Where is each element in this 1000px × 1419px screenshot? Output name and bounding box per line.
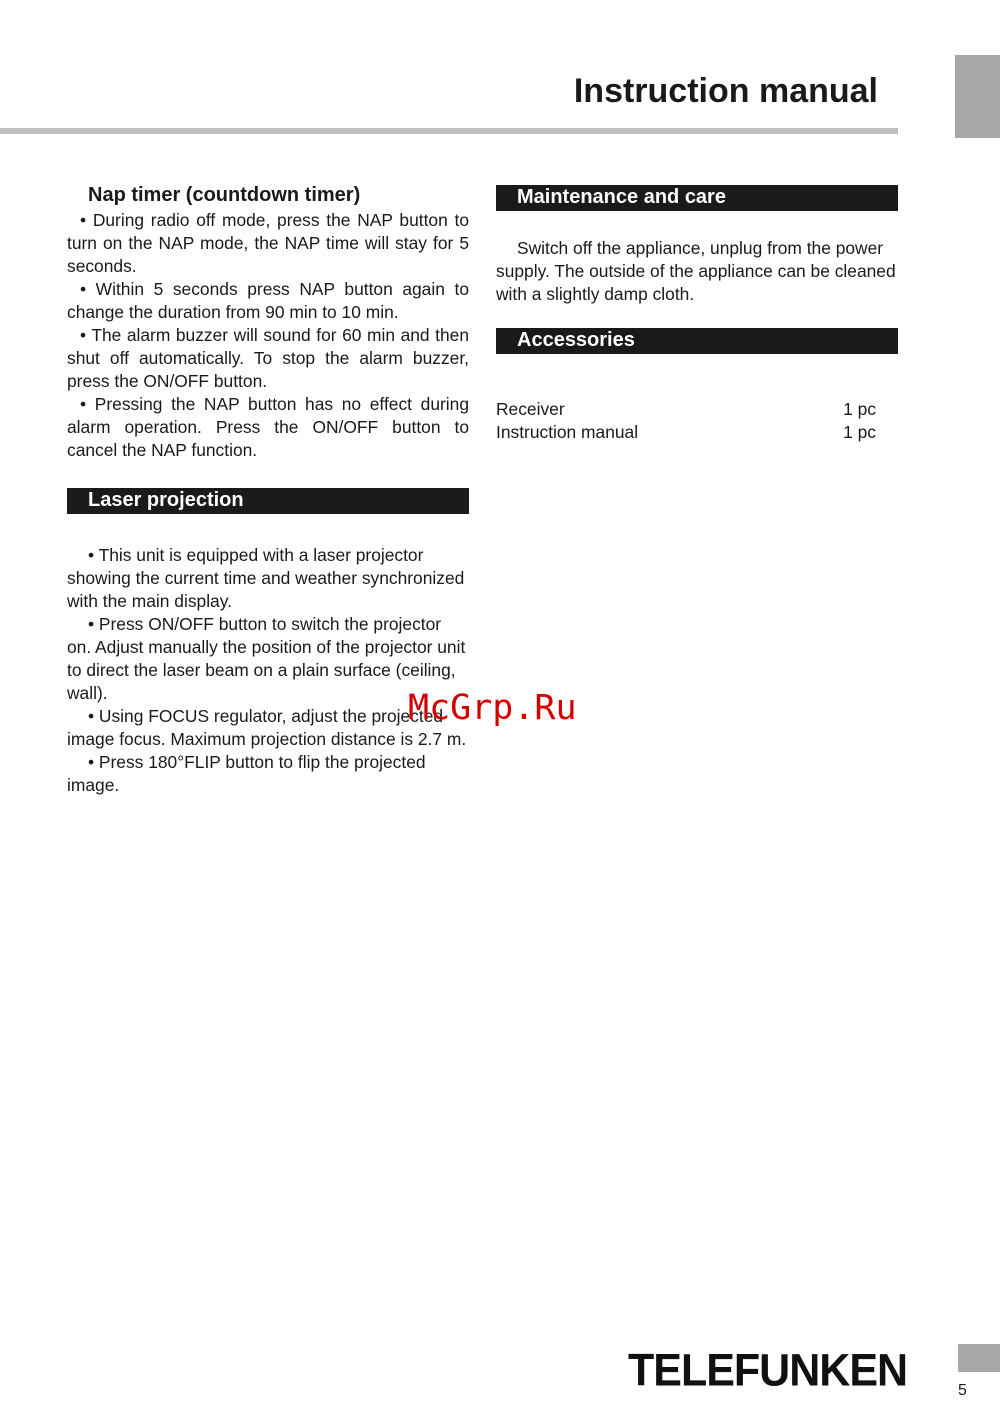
- accessory-row: [496, 398, 876, 421]
- accessory-name: Instruction manual: [496, 422, 639, 442]
- accessories-heading: Accessories: [496, 328, 898, 354]
- laser-projection-heading: Laser projection: [67, 488, 469, 514]
- brand-logo: TELEFUNKEN: [628, 1345, 908, 1397]
- page-number: 5: [958, 1382, 967, 1399]
- nap-timer-heading: Nap timer (countdown timer): [88, 184, 361, 206]
- laser-bullet-4: • Press 180°FLIP button to flip the projected image.: [67, 752, 426, 795]
- laser-bullet-1: • This unit is equipped with a laser projector showing the current time and weather synchronized with the main display.: [67, 545, 465, 611]
- accessory-row: [496, 421, 876, 444]
- header-rule: [0, 128, 898, 134]
- page-number-tab: [958, 1344, 1000, 1372]
- accessory-qty: 1 pc: [843, 422, 876, 442]
- maintenance-text: Switch off the appliance, unplug from the power supply. The outside of the appliance can be cleaned with a slightly damp cloth.: [496, 238, 896, 304]
- maintenance-heading: Maintenance and care: [496, 185, 898, 211]
- nap-bullet-1: • During radio off mode, press the NAP button to turn on the NAP mode, the NAP time will stay for 5 seconds.: [67, 210, 469, 276]
- accessory-name: Receiver: [496, 399, 565, 419]
- nap-bullet-2: • Within 5 seconds press NAP button again to change the duration from 90 min to 10 min.: [67, 279, 469, 322]
- laser-bullet-2: • Press ON/OFF button to switch the projector on. Adjust manually the position of the projector unit to direct the laser beam on a plain surface (ceiling, wall).: [67, 614, 466, 703]
- accessory-qty: 1 pc: [843, 399, 876, 419]
- watermark: McGrp.Ru: [408, 688, 577, 728]
- side-tab-marker: [955, 55, 1000, 138]
- laser-bullet-3: • Using FOCUS regulator, adjust the projected image focus. Maximum projection distance is 2.7 m.: [67, 706, 467, 749]
- page-title: Instruction manual: [573, 72, 878, 110]
- right-column: [496, 185, 898, 444]
- nap-bullet-4: • Pressing the NAP button has no effect during alarm operation. Press the ON/OFF button to cancel the NAP function.: [67, 394, 469, 460]
- nap-bullet-3: • The alarm buzzer will sound for 60 min and then shut off automatically. To stop the alarm buzzer, press the ON/OFF button.: [67, 325, 469, 391]
